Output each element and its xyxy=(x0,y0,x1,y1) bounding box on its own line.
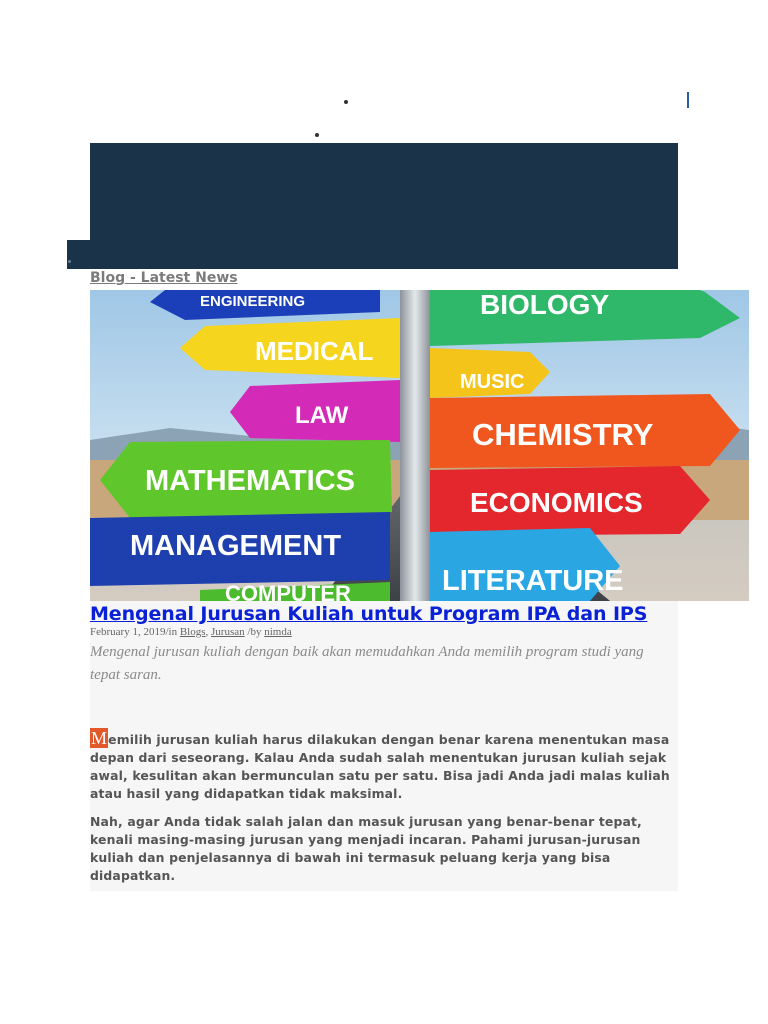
signpost-illustration xyxy=(90,290,749,601)
post-meta-in: /in xyxy=(165,626,180,638)
post-title-link[interactable]: Mengenal Jurusan Kuliah untuk Program IPA dan IPS xyxy=(90,603,648,625)
post-meta xyxy=(90,626,678,638)
article-body xyxy=(90,601,678,891)
post-lead: Mengenal jurusan kuliah dengan baik akan memudahkan Anda memilih program studi yang tepat saran. xyxy=(90,644,644,683)
post-paragraph xyxy=(90,729,678,803)
header-banner xyxy=(90,143,678,269)
sign-pole xyxy=(400,290,430,601)
sign-engineering: ENGINEERING xyxy=(200,293,306,310)
sign-biology: BIOLOGY xyxy=(480,290,610,320)
sign-literature: LITERATURE xyxy=(442,565,624,597)
sign-music: MUSIC xyxy=(460,371,525,393)
sign-management: MANAGEMENT xyxy=(130,530,342,562)
author-link[interactable]: nimda xyxy=(264,626,292,638)
breadcrumb-link[interactable]: Blog - Latest News xyxy=(90,270,238,286)
category-link-jurusan[interactable]: Jurusan xyxy=(211,626,245,638)
header-banner-tab xyxy=(67,240,97,269)
paragraph-1-text: emilih jurusan kuliah harus dilakukan dengan benar karena menentukan masa depan dari seseorang. Kalau Anda sudah salah menentukan jurusan kuliah sejak awal, kesulitan akan bermunculan satu per satu. Bisa jadi Anda jadi malas kuliah atau hasil yang didapatkan tidak maksimal. xyxy=(90,732,670,801)
sign-computer: COMPUTER xyxy=(225,581,351,601)
banner-bullet xyxy=(68,260,71,263)
nav-bullet xyxy=(344,100,348,104)
nav-divider xyxy=(687,92,689,108)
hero-image xyxy=(90,290,749,601)
sign-chemistry: CHEMISTRY xyxy=(472,417,654,452)
dropcap: M xyxy=(91,728,108,748)
sign-medical: MEDICAL xyxy=(255,336,374,366)
nav-bullet xyxy=(315,133,319,137)
post-meta-separator: , xyxy=(205,626,212,638)
category-link-blogs[interactable]: Blogs xyxy=(179,626,206,638)
sign-mathematics: MATHEMATICS xyxy=(145,465,355,497)
sign-law: LAW xyxy=(295,402,349,429)
post-paragraph: Nah, agar Anda tidak salah jalan dan masuk jurusan yang benar-benar tepat, kenali masing-masing jurusan yang menjadi incaran. Pahami jurusan-jurusan kuliah dan penjelasannya di bawah ini termasuk peluang kerja yang bisa didapatkan. xyxy=(90,814,642,883)
sign-economics: ECONOMICS xyxy=(470,487,643,518)
post-meta-by: /by xyxy=(244,626,265,638)
post-date: February 1, 2019 xyxy=(90,626,166,638)
